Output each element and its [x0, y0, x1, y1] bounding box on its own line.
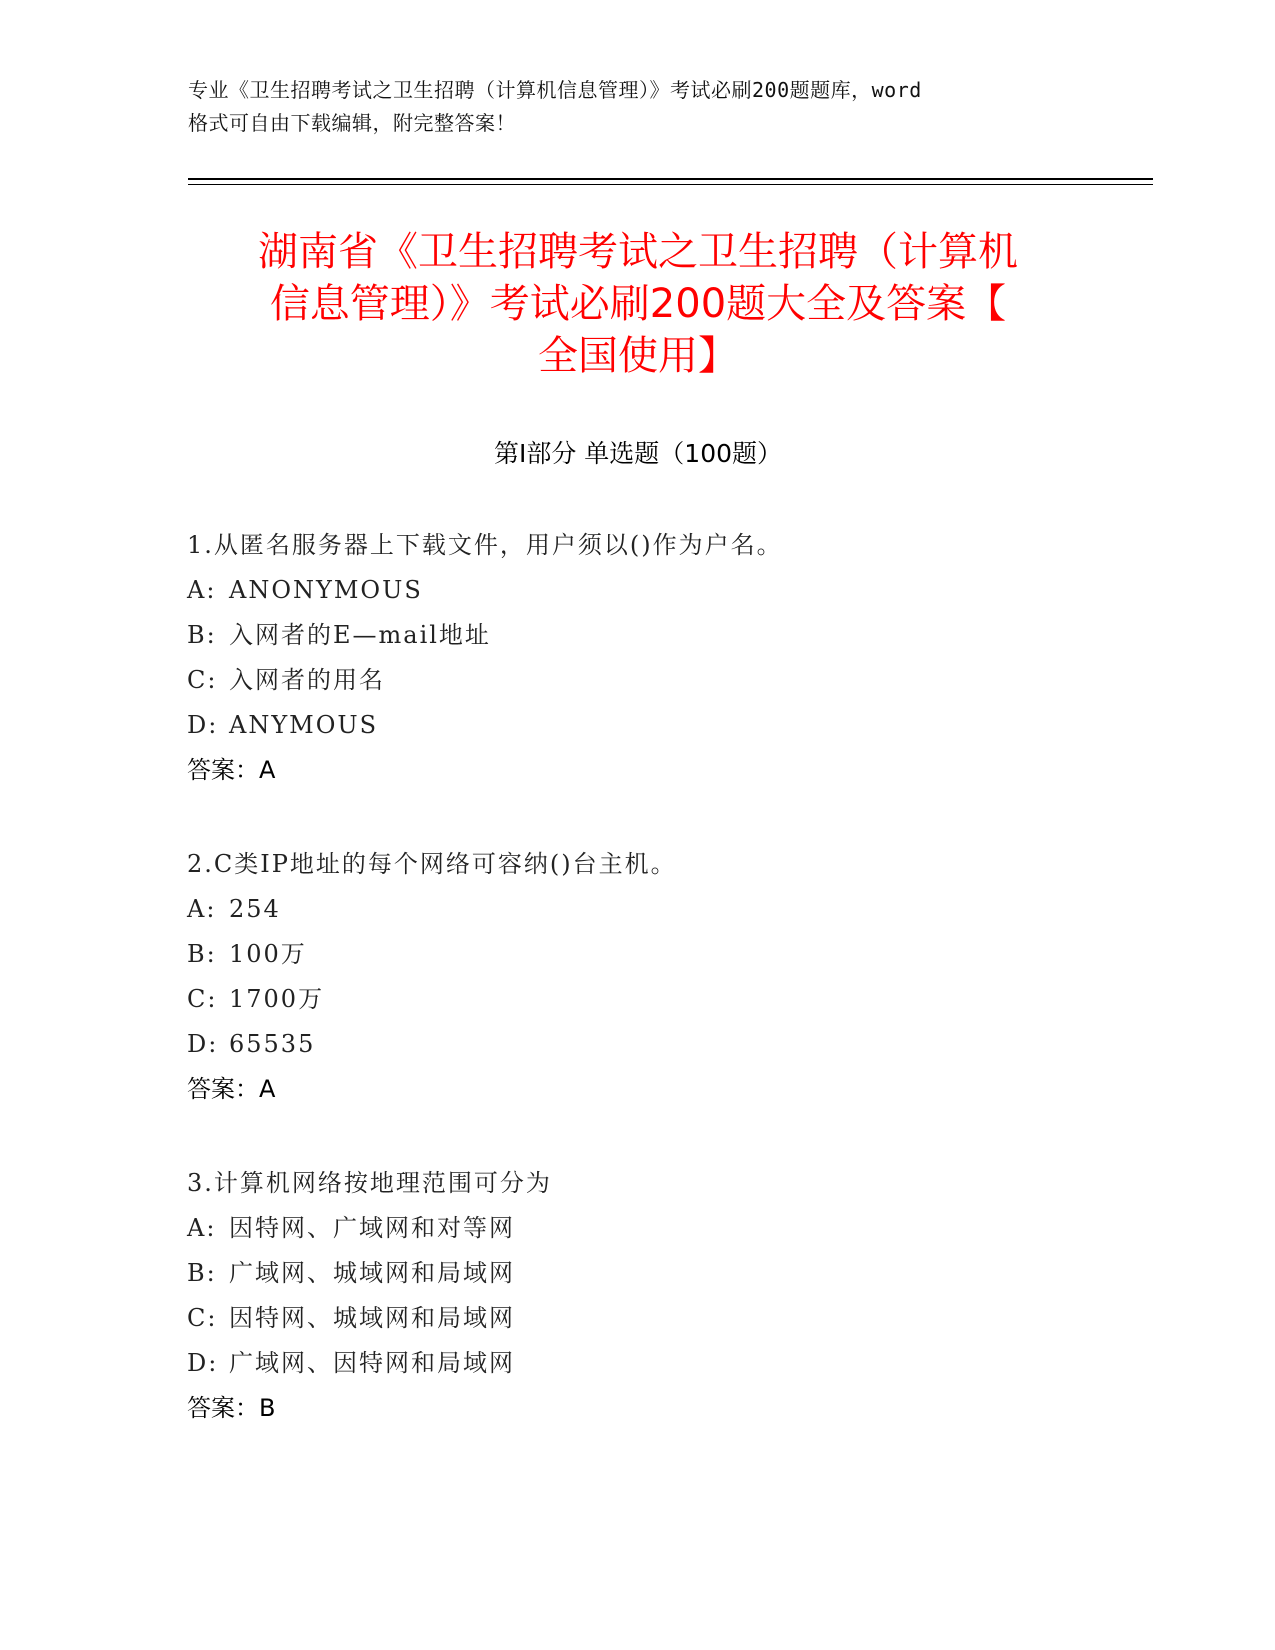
question-item: [187, 1161, 1087, 1431]
header-divider-thin: [188, 184, 1153, 185]
option-prefix: B:: [187, 621, 217, 649]
document-title-line-3: 全国使用】: [538, 333, 738, 379]
question-item: [187, 842, 1087, 1112]
option-c: [187, 658, 1087, 703]
header-note: [188, 74, 1088, 140]
answer-line: 答案：A: [187, 756, 276, 784]
option-b: [187, 1251, 1087, 1296]
option-text: 广域网、因特网和局域网: [229, 1349, 515, 1377]
option-prefix: C:: [187, 666, 218, 694]
option-text: 入网者的用名: [229, 666, 385, 694]
option-a: [187, 1206, 1087, 1251]
option-prefix: B:: [187, 1259, 217, 1287]
answer-line: 答案：A: [187, 1075, 276, 1103]
option-a: [187, 568, 1087, 613]
option-b: [187, 613, 1087, 658]
option-prefix: D:: [187, 1030, 219, 1058]
option-text: 广域网、城域网和局域网: [229, 1259, 515, 1287]
document-title: [188, 226, 1088, 382]
option-prefix: B:: [187, 940, 217, 968]
option-text: 254: [229, 895, 281, 923]
option-c: [187, 1296, 1087, 1341]
document-title-line-2: 信息管理）》考试必刷200题大全及答案【: [269, 281, 1007, 327]
option-a: [187, 887, 1087, 932]
question-item: [187, 523, 1087, 793]
option-prefix: D:: [187, 711, 219, 739]
document-title-line-1: 湖南省《卫生招聘考试之卫生招聘（计算机: [258, 229, 1018, 275]
header-divider-thick: [188, 178, 1153, 180]
option-text: 1700万: [229, 985, 325, 1013]
option-prefix: C:: [187, 1304, 218, 1332]
option-prefix: A:: [187, 576, 217, 604]
option-text: ANYMOUS: [229, 711, 379, 739]
option-text: 65535: [229, 1030, 316, 1058]
question-stem: 2.C类IP地址的每个网络可容纳()台主机。: [187, 850, 677, 878]
option-prefix: D:: [187, 1349, 219, 1377]
option-prefix: A:: [187, 1214, 217, 1242]
question-stem: 1.从匿名服务器上下载文件，用户须以()作为户名。: [187, 531, 783, 559]
option-prefix: C:: [187, 985, 218, 1013]
option-prefix: A:: [187, 895, 217, 923]
section-title: 第Ⅰ部分 单选题（100题）: [493, 439, 783, 468]
option-text: ANONYMOUS: [229, 576, 423, 604]
header-note-line-2: 格式可自由下载编辑，附完整答案！: [188, 111, 516, 135]
option-text: 100万: [229, 940, 307, 968]
option-text: 因特网、广域网和对等网: [229, 1214, 515, 1242]
option-text: 入网者的E—mail地址: [229, 621, 491, 649]
answer-line: 答案：B: [187, 1394, 276, 1422]
option-d: [187, 1022, 1087, 1067]
option-c: [187, 977, 1087, 1022]
option-b: [187, 932, 1087, 977]
question-stem: 3.计算机网络按地理范围可分为: [187, 1169, 552, 1197]
option-d: [187, 1341, 1087, 1386]
option-d: [187, 703, 1087, 748]
option-text: 因特网、城域网和局域网: [229, 1304, 515, 1332]
header-note-line-1: 专业《卫生招聘考试之卫生招聘（计算机信息管理）》考试必刷200题题库，word: [188, 78, 922, 102]
